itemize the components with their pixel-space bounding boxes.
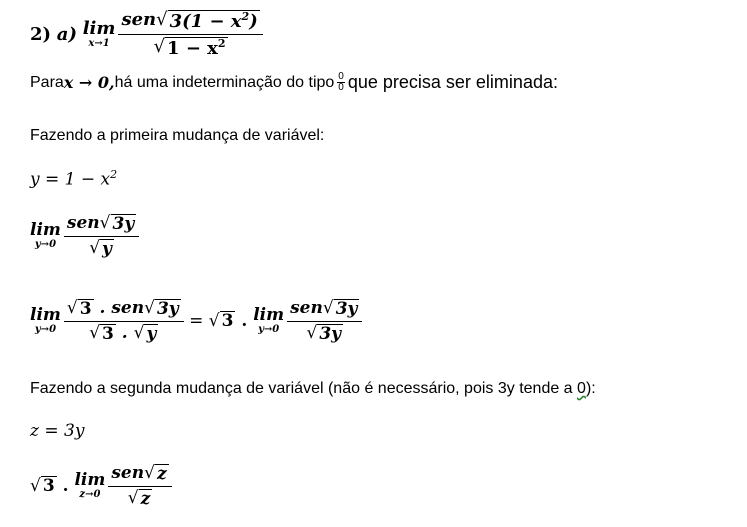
dot-operator: . xyxy=(115,322,134,343)
limit-operator xyxy=(74,472,105,500)
lim-word: lim xyxy=(74,470,106,491)
radicand: 3 xyxy=(221,311,234,332)
lim-subscript: z→0 xyxy=(79,489,101,501)
radicand: y xyxy=(146,323,157,344)
equals-sign: = xyxy=(183,311,209,332)
sqrt-radical: √ z xyxy=(127,487,151,509)
dot-operator: . xyxy=(56,476,75,497)
radicand: 3 xyxy=(102,323,114,344)
problem-part: a) xyxy=(56,23,77,45)
fraction-denominator xyxy=(303,322,346,344)
lim-subscript: x→1 xyxy=(88,37,110,49)
limit-operator xyxy=(30,222,61,250)
lim-word: lim xyxy=(253,305,285,326)
exponent: 2 xyxy=(241,10,250,23)
fraction xyxy=(108,464,171,508)
limit-y-rewrite xyxy=(30,299,362,343)
sqrt-radical: √ $1 - x^2$ xyxy=(153,35,226,59)
radicand: 1 − x xyxy=(167,37,218,59)
lim-subscript: y→0 xyxy=(34,239,57,251)
equation-y xyxy=(30,168,117,190)
problem-number: 2) xyxy=(30,23,52,45)
fraction xyxy=(64,214,139,258)
problem-heading xyxy=(30,10,263,59)
frac-num: 0 xyxy=(338,71,344,82)
dot-operator: . xyxy=(235,311,254,332)
radicand: 3y xyxy=(112,214,135,234)
radicand: 3(1 − x xyxy=(169,11,242,32)
radicand: 3 xyxy=(79,299,92,319)
fraction-numerator xyxy=(64,299,184,322)
lim-subscript: y→0 xyxy=(258,324,280,336)
lim-word: lim xyxy=(30,305,61,326)
lim-subscript: y→0 xyxy=(34,324,57,336)
radicand: 3y xyxy=(319,323,342,344)
sqrt-coefficient: √ 3 xyxy=(208,311,234,332)
equation-y-lhs: y = 1 − x xyxy=(30,169,111,190)
sqrt-radical: √ 3y xyxy=(144,298,179,319)
text-suffix: que precisa ser eliminada: xyxy=(347,72,558,92)
fraction-numerator xyxy=(287,299,362,322)
limit-operator xyxy=(253,307,284,335)
exponent: 2 xyxy=(217,36,226,50)
sqrt-radical: √ z xyxy=(144,463,167,484)
sqrt-radical: √ $3(1 - x^2)$ xyxy=(156,9,258,32)
sqrt-coefficient: √ 3 xyxy=(30,476,55,497)
radicand: z xyxy=(140,488,151,509)
fraction-denominator xyxy=(86,322,161,344)
sqrt-radical: √ y xyxy=(133,322,157,344)
sen-function: sen xyxy=(290,298,323,318)
first-substitution-text: Fazendo a primeira mudança de variável: xyxy=(30,127,325,144)
limit-operator xyxy=(30,307,61,335)
fraction xyxy=(64,299,184,343)
problem-fraction xyxy=(118,10,262,59)
text-middle: há uma indeterminação do tipo xyxy=(114,73,335,91)
sen-function: sen xyxy=(111,463,145,483)
close-paren: ) xyxy=(249,11,258,32)
lim-word: lim xyxy=(30,220,61,241)
sqrt-radical: √ 3 xyxy=(66,298,92,319)
limit-condition: x → 0, xyxy=(63,73,115,92)
equation-z: z = 3y xyxy=(30,421,85,441)
radicand: z xyxy=(156,464,167,484)
sen-function: sen xyxy=(111,298,145,318)
sen-function: sen xyxy=(66,213,100,233)
fraction-numerator xyxy=(118,10,262,35)
indeterminacy-line xyxy=(30,72,558,93)
radicand: 3 xyxy=(42,476,55,497)
sqrt-radical: √ 3y xyxy=(99,213,135,234)
zero-over-zero xyxy=(337,72,345,93)
radicand: 3y xyxy=(335,299,358,319)
fraction-numerator xyxy=(64,214,139,237)
frac-den: 0 xyxy=(338,82,344,93)
second-substitution-body: Fazendo a segunda mudança de variável (não é necessário, pois 3y tende a xyxy=(30,380,578,397)
second-substitution-text xyxy=(30,380,596,398)
fraction-denominator xyxy=(125,487,156,509)
fraction-denominator xyxy=(151,35,231,59)
spellcheck-underlined-zero: 0 xyxy=(577,380,586,397)
exponent: 2 xyxy=(110,168,118,181)
limit-y-expression xyxy=(30,214,139,258)
second-substitution-end: ): xyxy=(585,380,596,397)
fraction-numerator xyxy=(108,464,171,487)
limit-z-expression xyxy=(30,464,172,508)
sqrt-radical: √ y xyxy=(89,237,112,259)
dot-operator: . xyxy=(93,298,112,318)
sen-function: sen xyxy=(121,9,157,30)
radicand: y xyxy=(102,238,112,259)
limit-operator xyxy=(82,17,116,49)
lim-word: lim xyxy=(82,17,116,39)
fraction-denominator xyxy=(86,237,117,259)
sqrt-radical: √ 3y xyxy=(306,322,342,344)
sqrt-radical: √ 3y xyxy=(322,298,358,319)
radicand: 3y xyxy=(156,299,179,319)
text-prefix: Para xyxy=(30,73,64,91)
sqrt-radical: √ 3 xyxy=(89,322,114,344)
fraction xyxy=(287,299,362,343)
